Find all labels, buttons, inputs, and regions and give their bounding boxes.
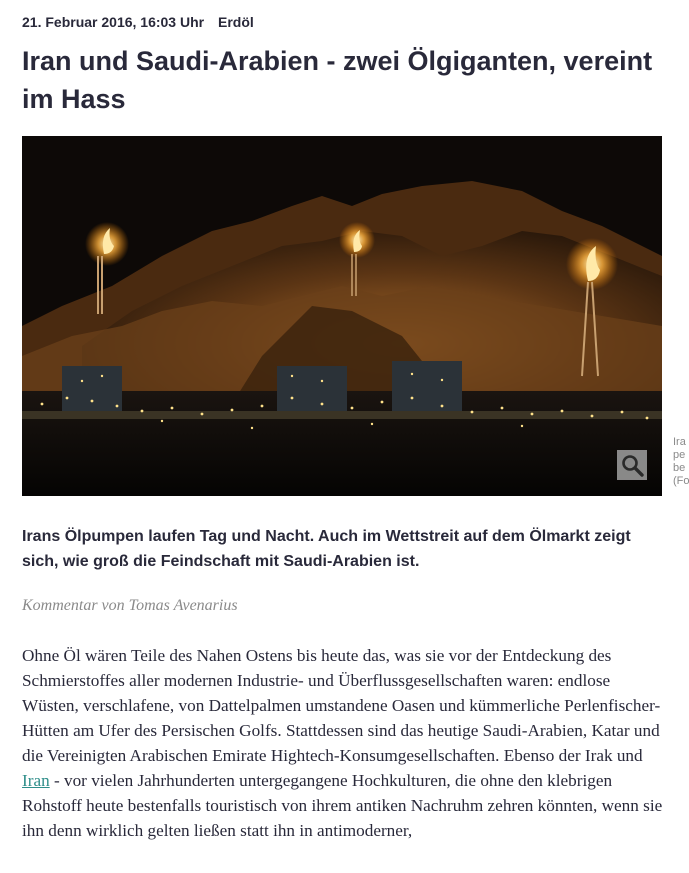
topic-label[interactable]: Erdöl bbox=[218, 14, 254, 30]
article-body bbox=[22, 643, 667, 843]
oil-refinery-night-photo bbox=[22, 136, 662, 496]
body-text-part-1: Ohne Öl wären Teile des Nahen Ostens bis heute das, was sie vor der Entdeckung des Schmierstoffes aller modernen Industrie- und Überflussgesellschaften waren: endlose Wüsten, verschlafene, von Dattelpalmen umstandene Oasen und kümmerliche Perlenfischer-Hütten am Ufer des Persischen Golfs. Stattdessen sind das heutige Saudi-Arabien, Katar und die Vereinigten Arabischen Emirate Hightech-Konsumgesellschaften. Ebenso der Irak und bbox=[22, 646, 661, 765]
iran-link[interactable]: Iran bbox=[22, 771, 50, 790]
magnifier-icon bbox=[617, 450, 647, 480]
body-text-part-2: - vor vielen Jahrhunderten untergegangene Hochkulturen, die ohne den klebrigen Rohstoff heute bestenfalls touristisch von ihrem antiken Nachruhm zehren könnten, wenn sie ihn denn wirklich gelten ließen statt ihn in antimoderner, bbox=[22, 771, 663, 840]
article-headline: Iran und Saudi-Arabien - zwei Ölgiganten, vereint im Hass bbox=[22, 46, 653, 114]
zoom-button[interactable] bbox=[617, 450, 647, 480]
article-image[interactable] bbox=[22, 136, 662, 496]
article-meta bbox=[22, 14, 254, 30]
article-teaser: Irans Ölpumpen laufen Tag und Nacht. Auch im Wettstreit auf dem Ölmarkt zeigt sich, wie groß die Feindschaft mit Saudi-Arabien ist. bbox=[22, 528, 631, 570]
publish-date: 21. Februar 2016, 16:03 Uhr bbox=[22, 14, 205, 30]
image-caption: Ira pe be (Fo bbox=[673, 436, 689, 487]
author-line: Kommentar von Tomas Avenarius bbox=[22, 597, 238, 614]
